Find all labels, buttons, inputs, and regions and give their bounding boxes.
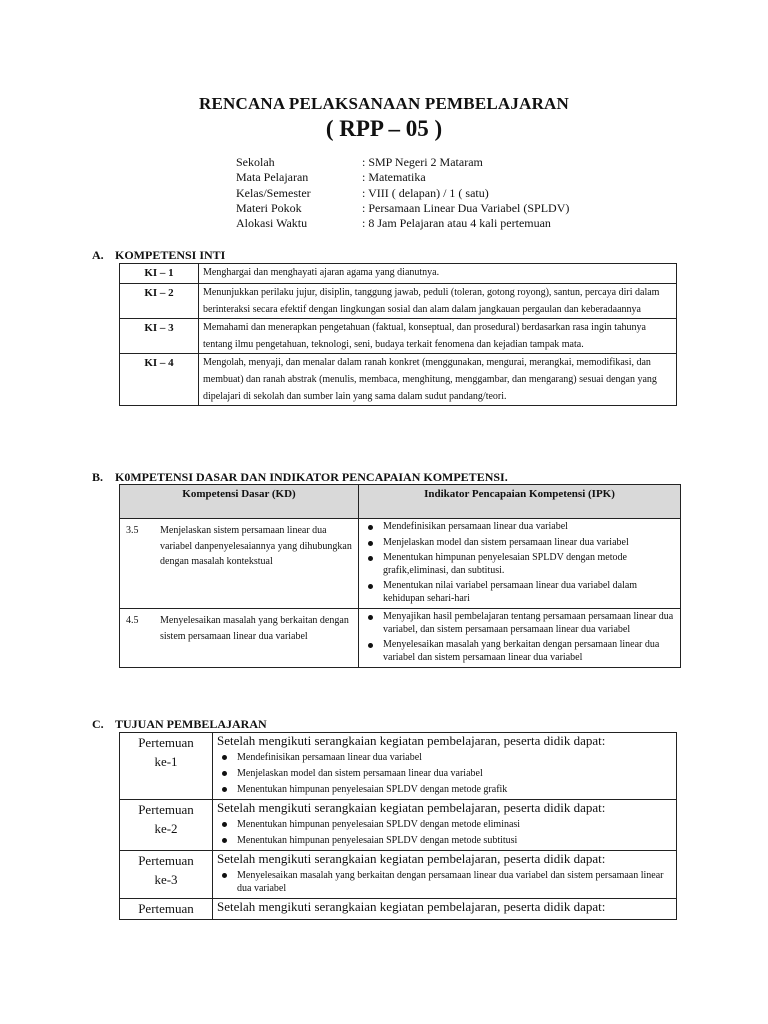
list-item: Mendefinisikan persamaan linear dua variabel xyxy=(217,751,672,764)
ki-code: KI – 1 xyxy=(120,264,199,284)
ki-table xyxy=(119,263,677,406)
identity-row-school xyxy=(236,155,569,170)
table-row xyxy=(120,609,681,668)
table-row xyxy=(120,851,677,899)
identity-row-time xyxy=(236,216,569,231)
meeting-cell xyxy=(120,851,213,899)
table-row xyxy=(120,800,677,851)
identity-row-topic xyxy=(236,201,569,216)
goal-cell xyxy=(213,851,677,899)
identity-value: : SMP Negeri 2 Mataram xyxy=(362,155,483,169)
table-header-row xyxy=(120,485,681,519)
table-row xyxy=(120,519,681,609)
identity-value: : VIII ( delapan) / 1 ( satu) xyxy=(362,185,489,200)
column-header-ipk: Indikator Pencapaian Kompetensi (IPK) xyxy=(359,485,681,519)
section-letter: B. xyxy=(92,470,104,484)
goal-lead: Setelah mengikuti serangkaian kegiatan pembelajaran, peserta didik dapat: xyxy=(217,899,606,914)
ki-code: KI – 3 xyxy=(120,319,199,354)
ki-text: Menunjukkan perilaku jujur, disiplin, tanggung jawab, peduli (toleran, gotong royong), santun, percaya diri dalam berinteraksi secara efektif dengan lingkungan sosial dan alam dalam jangkauan pergaulan dan keberadaannya xyxy=(199,284,677,319)
section-letter: A. xyxy=(92,248,104,262)
table-row xyxy=(120,319,677,354)
section-c-heading xyxy=(92,717,267,732)
list-item: Menentukan nilai variabel persamaan linear dua variabel dalam kehidupan sehari-hari xyxy=(365,580,676,605)
identity-label: Kelas/Semester xyxy=(236,185,311,200)
meeting-label: Pertemuan xyxy=(138,901,194,916)
ki-text: Mengolah, menyaji, dan menalar dalam ranah konkret (menggunakan, mengurai, merangkai, memodifikasi, dan membuat) dan ranah abstrak (menulis, membaca, menghitung, menggambar, dan mengarang) sesuai dengan yang dipelajari di sekolah dan sumber lain yang sama dalam sudut pandang/teori. xyxy=(199,354,677,406)
identity-value: : Matematika xyxy=(362,170,426,185)
identity-label: Mata Pelajaran xyxy=(236,170,309,185)
section-a-heading xyxy=(92,248,225,263)
identity-value: : Persamaan Linear Dua Variabel (SPLDV) xyxy=(362,200,570,215)
kd-table xyxy=(119,484,681,668)
table-row xyxy=(120,284,677,319)
meeting-label: Pertemuan xyxy=(138,853,194,868)
identity-row-subject xyxy=(236,170,569,185)
table-row xyxy=(120,354,677,406)
kd-number: 3.5 xyxy=(126,525,139,536)
section-b-heading xyxy=(92,470,508,485)
identity-value: : 8 Jam Pelajaran atau 4 kali pertemuan xyxy=(362,216,551,231)
ki-code: KI – 4 xyxy=(120,354,199,406)
identity-label: Alokasi Waktu xyxy=(236,216,308,231)
document-title: RENCANA PELAKSANAAN PEMBELAJARAN xyxy=(198,94,570,113)
meeting-number: ke-1 xyxy=(154,754,178,769)
identity-row-class xyxy=(236,186,569,201)
list-item: Menyelesaikan masalah yang berkaitan dengan persamaan linear dua variabel dan sistem persamaan linear dua variabel xyxy=(217,869,672,895)
list-item: Menyelesaikan masalah yang berkaitan dengan persamaan linear dua variabel dan sistem persamaan linear dua variabel xyxy=(365,639,676,664)
meeting-cell xyxy=(120,899,213,920)
table-row xyxy=(120,899,677,920)
goal-lead: Setelah mengikuti serangkaian kegiatan pembelajaran, peserta didik dapat: xyxy=(217,800,606,815)
list-item: Menentukan himpunan penyelesaian SPLDV dengan metode subtitusi xyxy=(217,834,672,847)
kd-cell xyxy=(120,519,359,609)
meeting-number: ke-3 xyxy=(154,872,178,887)
list-item: Menjelaskan model dan sistem persamaan linear dua variabel xyxy=(365,537,676,550)
identity-label: Materi Pokok xyxy=(236,200,302,215)
list-item: Menentukan himpunan penyelesaian SPLDV dengan metode eliminasi xyxy=(217,818,672,831)
document-subtitle: ( RPP – 05 ) xyxy=(325,116,443,141)
column-header-kd: Kompetensi Dasar (KD) xyxy=(120,485,359,519)
kd-number: 4.5 xyxy=(126,615,139,626)
section-title: K0MPETENSI DASAR DAN INDIKATOR PENCAPAIAN KOMPETENSI. xyxy=(115,470,508,484)
section-letter: C. xyxy=(92,717,104,731)
goal-cell xyxy=(213,733,677,800)
table-row xyxy=(120,733,677,800)
list-item: Menjelaskan model dan sistem persamaan linear dua variabel xyxy=(217,767,672,780)
identity-label: Sekolah xyxy=(236,155,275,169)
section-title: TUJUAN PEMBELAJARAN xyxy=(115,717,267,731)
kd-text: Menjelaskan sistem persamaan linear dua variabel danpenyelesaiannya yang dihubungkan dengan masalah kontekstual xyxy=(160,525,352,567)
meeting-label: Pertemuan xyxy=(138,735,194,750)
list-item: Menentukan himpunan penyelesaian SPLDV dengan metode grafik xyxy=(217,783,672,796)
kd-cell xyxy=(120,609,359,668)
tujuan-table xyxy=(119,732,677,920)
table-row xyxy=(120,264,677,284)
ki-code: KI – 2 xyxy=(120,284,199,319)
identity-block xyxy=(236,155,569,231)
meeting-label: Pertemuan xyxy=(138,802,194,817)
goal-lead: Setelah mengikuti serangkaian kegiatan pembelajaran, peserta didik dapat: xyxy=(217,851,606,866)
meeting-number: ke-2 xyxy=(154,821,178,836)
section-title: KOMPETENSI INTI xyxy=(115,248,226,262)
list-item: Menyajikan hasil pembelajaran tentang persamaan persamaan linear dua variabel, dan sistem persamaan persamaan linear dua variabel xyxy=(365,611,676,636)
goal-cell xyxy=(213,899,677,920)
meeting-cell xyxy=(120,800,213,851)
meeting-cell xyxy=(120,733,213,800)
ki-text: Memahami dan menerapkan pengetahuan (faktual, konseptual, dan prosedural) berdasarkan rasa ingin tahunya tentang ilmu pengetahuan, teknologi, seni, budaya terkait fenomena dan kejadian tampak mata. xyxy=(199,319,677,354)
list-item: Mendefinisikan persamaan linear dua variabel xyxy=(365,521,676,534)
list-item: Menentukan himpunan penyelesaian SPLDV dengan metode grafik,eliminasi, dan subtitusi. xyxy=(365,552,676,577)
ipk-cell xyxy=(359,609,681,668)
ki-text: Menghargai dan menghayati ajaran agama yang dianutnya. xyxy=(199,264,677,284)
kd-text: Menyelesaikan masalah yang berkaitan dengan sistem persamaan linear dua variabel xyxy=(160,615,349,642)
ipk-cell xyxy=(359,519,681,609)
goal-lead: Setelah mengikuti serangkaian kegiatan pembelajaran, peserta didik dapat: xyxy=(217,733,606,748)
goal-cell xyxy=(213,800,677,851)
